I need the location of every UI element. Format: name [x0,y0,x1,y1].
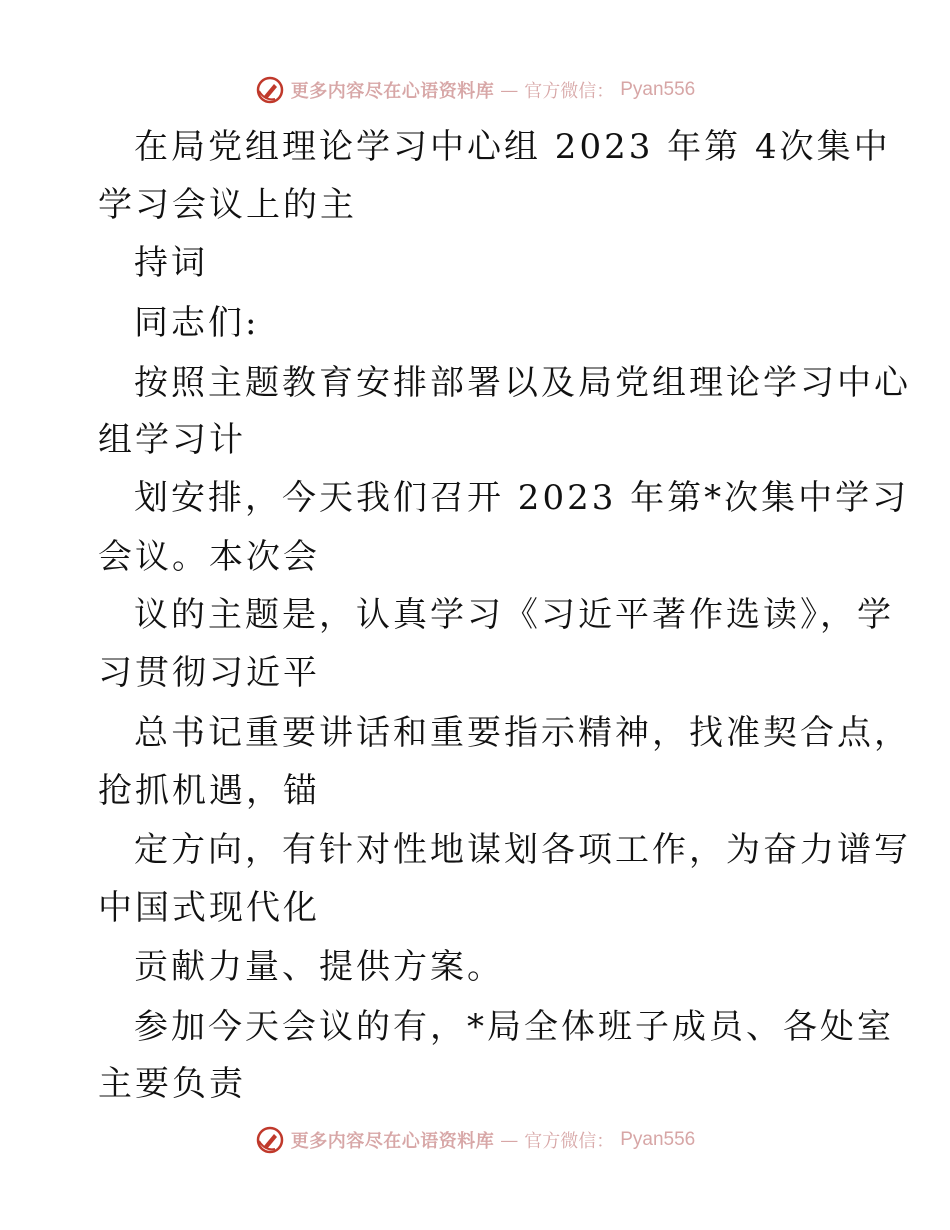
document-title-line-1: 在局党组理论学习中心组 2023 年第 4次集中 [134,127,891,167]
paragraph-line: 中国式现代化 [98,888,320,928]
paragraph-line: 主要负责 [98,1064,246,1104]
paragraph-line: 抢抓机遇，锚 [98,771,320,811]
paragraph-line: 会议。本次会 [98,537,320,577]
watermark-separator: — [500,1129,519,1151]
paragraph-line: 按照主题教育安排部署以及局党组理论学习中心 [134,363,911,403]
watermark-wechat-id: Pyan556 [620,79,696,100]
salutation-line: 同志们: [134,303,260,343]
document-title-line-2: 学习会议上的主 [98,185,357,225]
footer-watermark [0,1120,950,1160]
paragraph-line: 贡献力量、提供方案。 [134,947,504,987]
paragraph-line: 定方向，有针对性地谋划各项工作，为奋力谱写 [134,830,911,870]
watermark-main-text: 更多内容尽在心语资料库 [290,1131,495,1152]
document-title-line-3: 持词 [134,243,208,283]
watermark-wechat-label: 官方微信： [524,1131,615,1152]
paragraph-line: 参加今天会议的有，*局全体班子成员、各处室 [134,1007,894,1047]
paragraph-line: 总书记重要讲话和重要指示精神，找准契合点， [134,713,911,753]
paragraph-line: 组学习计 [98,420,246,460]
watermark-wechat-id: Pyan556 [620,1129,696,1150]
watermark-main-text: 更多内容尽在心语资料库 [290,81,495,102]
paragraph-line: 习贯彻习近平 [98,653,320,693]
header-watermark [0,70,950,110]
pen-logo-icon [255,75,285,105]
paragraph-line: 划安排，今天我们召开 2023 年第*次集中学习 [134,478,910,518]
watermark-wechat-label: 官方微信： [524,81,615,102]
watermark-separator: — [500,79,519,101]
paragraph-line: 议的主题是，认真学习《习近平著作选读》，学 [134,595,894,635]
pen-logo-icon [255,1125,285,1155]
